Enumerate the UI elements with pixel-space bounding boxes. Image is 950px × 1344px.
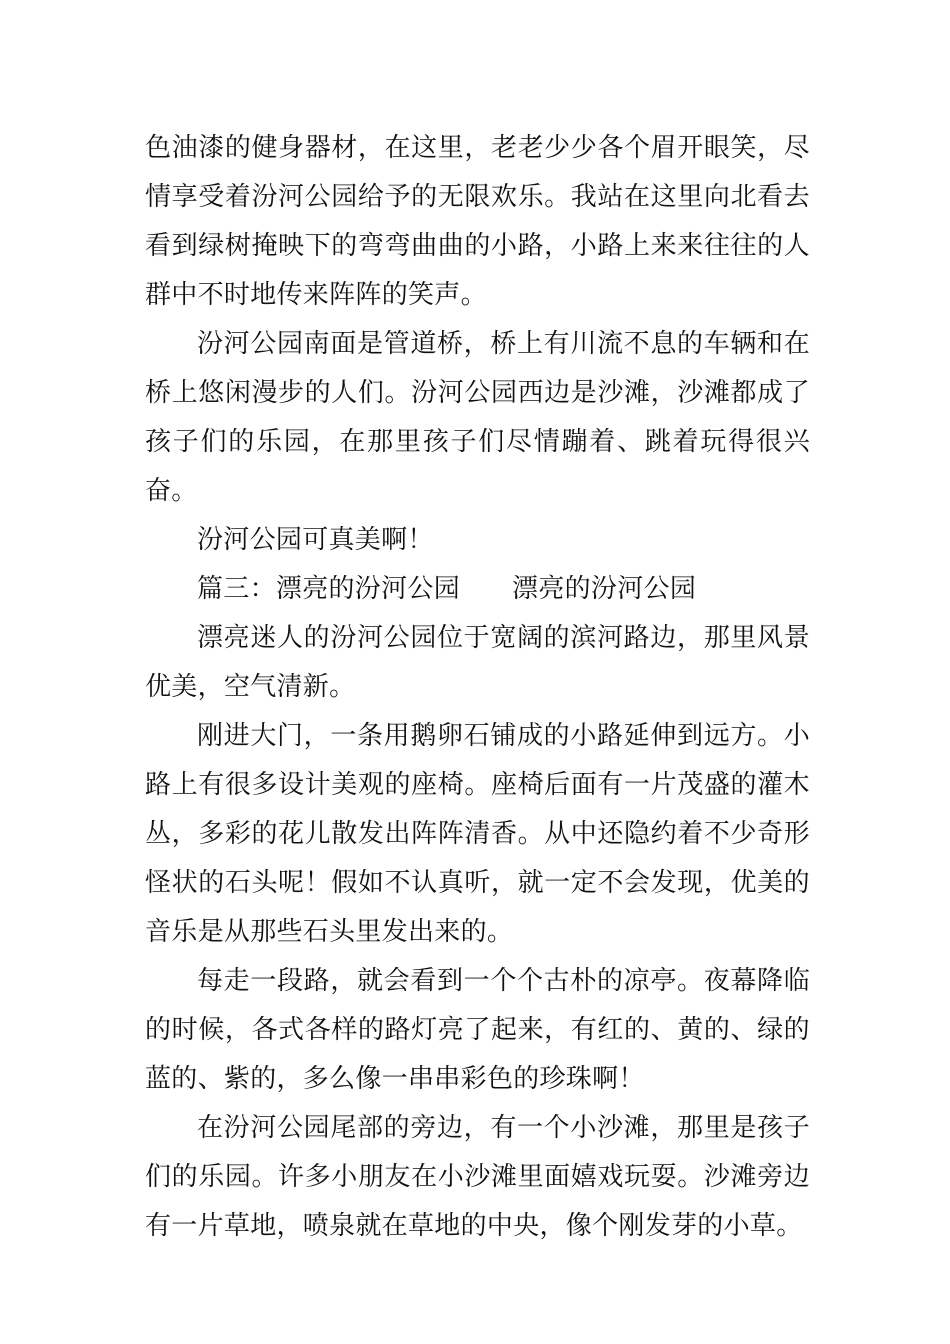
paragraph-beach: 在汾河公园尾部的旁边，有一个小沙滩，那里是孩子们的乐园。许多小朋友在小沙滩里面嬉戏玩耍。沙滩旁边有一片草地，喷泉就在草地的中央，像个刚发芽的小草。 bbox=[145, 1113, 810, 1241]
section-heading-title: 漂亮的汾河公园 bbox=[512, 574, 697, 604]
paragraph-pavilion: 每走一段路，就会看到一个个古朴的凉亭。夜幕降临的时候，各式各样的路灯亮了起来，有红的、黄的、绿的蓝的、紫的，多么像一串串彩色的珍珠啊！ bbox=[145, 966, 810, 1094]
paragraph-entrance: 刚进大门，一条用鹅卵石铺成的小路延伸到远方。小路上有很多设计美观的座椅。座椅后面有一片茂盛的灌木丛，多彩的花儿散发出阵阵清香。从中还隐约着不少奇形怪状的石头呢！假如不认真听，就一定不会发现，优美的音乐是从那些石头里发出来的。 bbox=[145, 721, 810, 947]
paragraph-south-west: 汾河公园南面是管道桥，桥上有川流不息的车辆和在桥上悠闲漫步的人们。汾河公园西边是沙滩，沙滩都成了孩子们的乐园，在那里孩子们尽情蹦着、跳着玩得很兴奋。 bbox=[145, 329, 810, 506]
paragraph-exclamation: 汾河公园可真美啊！ bbox=[197, 525, 434, 555]
paragraph-continued: 色油漆的健身器材，在这里，老老少少各个眉开眼笑，尽情享受着汾河公园给予的无限欢乐。我站在这里向北看去看到绿树掩映下的弯弯曲曲的小路，小路上来来往往的人群中不时地传来阵阵的笑声。 bbox=[145, 133, 810, 310]
section-heading-label: 篇三：漂亮的汾河公园 bbox=[197, 574, 461, 604]
section-heading bbox=[145, 565, 810, 614]
document-body bbox=[145, 124, 810, 1251]
paragraph-intro: 漂亮迷人的汾河公园位于宽阔的滨河路边，那里风景优美，空气清新。 bbox=[145, 623, 810, 702]
